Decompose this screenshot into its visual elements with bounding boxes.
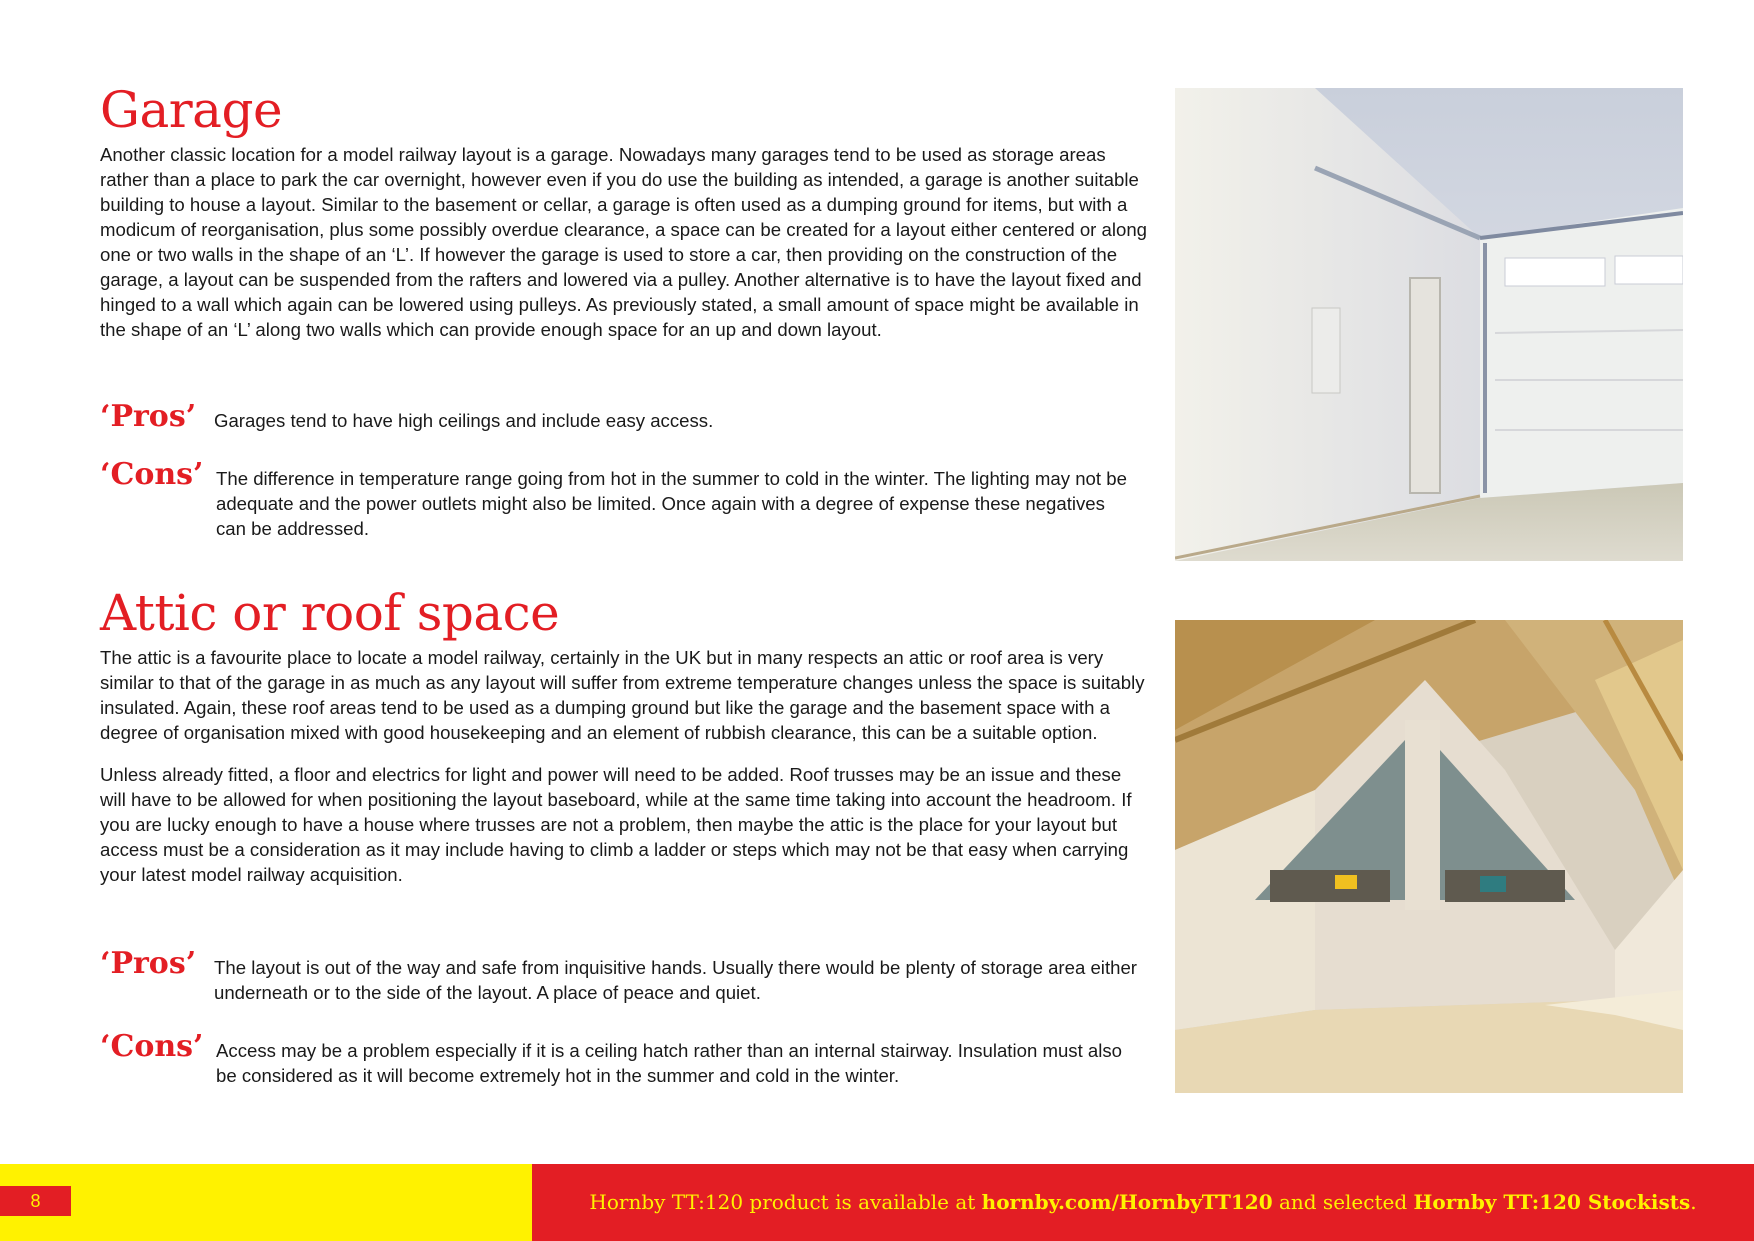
footer-text-pre: Hornby TT:120 product is available at bbox=[589, 1190, 982, 1214]
cons-label: ‘Cons’ bbox=[100, 1029, 204, 1064]
garage-heading: Garage bbox=[100, 81, 283, 139]
garage-section bbox=[100, 80, 1150, 342]
attic-body-2: Unless already fitted, a floor and electrics for light and power will need to be added. Roof trusses may be an issue and these will have to be allowed for when positioning the layout baseboard, while at the same time taking into account the headroom. If you are lucky enough to have a house where trusses are not a problem, then maybe the attic is the place for your layout but access must be a consideration as it may include having to climb a ladder or steps which may not be that easy when carrying your latest model railway acquisition. bbox=[100, 764, 1132, 885]
footer-link[interactable]: hornby.com/HornbyTT120 bbox=[981, 1190, 1273, 1214]
pros-text: Garages tend to have high ceilings and include easy access. bbox=[214, 410, 714, 431]
footer-stockists: Hornby TT:120 Stockists bbox=[1413, 1190, 1691, 1214]
attic-heading: Attic or roof space bbox=[100, 584, 560, 642]
cons-text: Access may be a problem especially if it is a ceiling hatch rather than an internal stairway. Insulation must also be considered as it will become extremely hot in the summer and cold in the winter. bbox=[216, 1040, 1123, 1086]
attic-pros bbox=[100, 947, 1150, 1007]
cons-label: ‘Cons’ bbox=[100, 457, 204, 492]
garage-photo bbox=[1175, 88, 1683, 561]
footer-yellow-band bbox=[0, 1164, 532, 1241]
page-number: 8 bbox=[0, 1186, 71, 1216]
cons-text: The difference in temperature range going from hot in the summer to cold in the winter. The lighting may not be adequate and the power outlets might also be limited. Once again with a degree of expense these negatives can be addressed. bbox=[216, 468, 1127, 539]
garage-body: Another classic location for a model railway layout is a garage. Nowadays many garages tend to be used as storage areas rather than a place to park the car overnight, however even if you do use the building as intended, a garage is another suitable building to house a layout. Similar to the basement or cellar, a garage is often used as a dumping ground for items, but with a modicum of reorganisation, plus some possibly overdue clearance, a space can be created for a layout either centered or along one or two walls in the shape of an ‘L’. If however the garage is used to store a car, then providing on the construction of the garage, a layout can be suspended from the rafters and lowered via a pulley. Another alternative is to have the layout fixed and hinged to a wall which again can be lowered using pulleys. As previously stated, a small amount of space might be available in the shape of an ‘L’ along two walls which can provide enough space for an up and down layout. bbox=[100, 144, 1148, 340]
attic-body-1: The attic is a favourite place to locate a model railway, certainly in the UK but in many respects an attic or roof area is very similar to that of the garage in as much as any layout will suffer from extreme temperature changes unless the space is suitably insulated. Again, these roof areas tend to be used as a dumping ground but like the garage and the basement space with a degree of organisation mixed with good housekeeping and an element of rubbish clearance, this can be a suitable option. bbox=[100, 647, 1145, 743]
garage-cons bbox=[100, 458, 1150, 538]
footer-text-mid: and selected bbox=[1272, 1190, 1414, 1214]
pros-label: ‘Pros’ bbox=[100, 399, 197, 434]
footer-availability-text bbox=[532, 1186, 1754, 1218]
garage-pros bbox=[100, 400, 1150, 440]
pros-text: The layout is out of the way and safe from inquisitive hands. Usually there would be plenty of storage area either underneath or to the side of the layout. A place of peace and quiet. bbox=[214, 957, 1137, 1003]
pros-label: ‘Pros’ bbox=[100, 946, 197, 981]
attic-cons bbox=[100, 1030, 1150, 1090]
footer-text-end: . bbox=[1690, 1190, 1697, 1214]
attic-photo bbox=[1175, 620, 1683, 1093]
attic-section bbox=[100, 583, 1150, 887]
